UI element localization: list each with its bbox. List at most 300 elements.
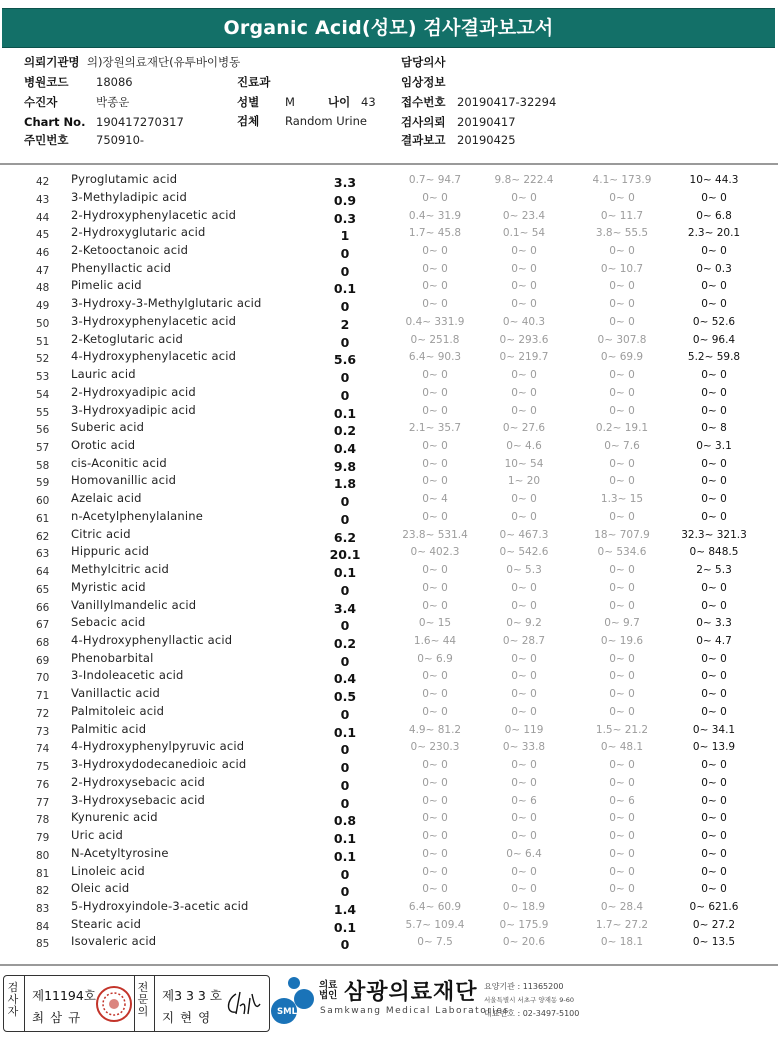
reference-range-2: 0~ 9.2 [506, 617, 542, 630]
reference-range-2: 0~ 33.8 [502, 741, 546, 754]
reference-range-1: 0~ 0 [422, 564, 448, 577]
row-number: 71 [36, 690, 50, 703]
resident-no-value: 750910- [96, 133, 145, 147]
reference-range-1: 0~ 0 [422, 369, 448, 381]
reference-range-2: 0~ 175.9 [499, 918, 549, 931]
result-value: 0.1 [333, 919, 357, 935]
analyte-name: Uric acid [71, 828, 123, 842]
reference-range-4: 0~ 0 [701, 759, 727, 772]
reference-range-4: 0~ 0 [701, 705, 727, 718]
row-number: 69 [36, 654, 50, 667]
analyte-name: Phenyllactic acid [71, 260, 172, 275]
org-phone: 대표번호 : 02-3497-5100 [484, 1009, 580, 1018]
table-row [0, 420, 778, 438]
row-number: 74 [36, 743, 50, 756]
signature-divider [24, 976, 25, 1031]
result-value: 0 [340, 742, 350, 758]
reference-range-3: 0~ 48.1 [600, 741, 644, 754]
table-row [0, 598, 778, 616]
reference-range-4: 0~ 0 [701, 794, 727, 807]
reference-range-3: 0~ 7.6 [604, 439, 640, 452]
row-number: 64 [36, 566, 50, 579]
reference-range-2: 0~ 293.6 [499, 333, 549, 346]
resident-no-row: 주민번호 750910- [24, 133, 145, 147]
result-value: 3.4 [333, 600, 357, 616]
reference-range-1: 2.1~ 35.7 [408, 422, 462, 435]
table-row [0, 473, 778, 491]
row-number: 53 [36, 371, 50, 383]
result-value: 0.1 [333, 281, 357, 297]
reference-range-3: 0~ 0 [609, 776, 635, 789]
table-row [0, 243, 778, 261]
table-row [0, 544, 778, 562]
reference-range-3: 0~ 0 [609, 510, 635, 523]
reference-range-2: 0~ 0 [511, 369, 537, 381]
specialist-name: 지 현 영 [162, 1010, 212, 1025]
reference-range-1: 0~ 0 [422, 794, 448, 807]
analyte-name: Isovaleric acid [71, 934, 157, 949]
reference-range-1: 0~ 0 [422, 457, 448, 470]
reference-range-1: 1.6~ 44 [413, 635, 457, 647]
result-value: 0 [340, 795, 350, 811]
row-number: 50 [36, 317, 50, 330]
reference-range-4: 0~ 13.9 [692, 741, 736, 754]
reference-range-2: 0~ 20.6 [502, 936, 546, 949]
table-row [0, 367, 778, 385]
row-number: 65 [36, 583, 50, 596]
result-value: 0 [340, 760, 350, 776]
reference-range-4: 0~ 0 [701, 191, 727, 204]
table-row [0, 828, 778, 846]
handwritten-signature [222, 984, 262, 1022]
table-row [0, 722, 778, 740]
row-number: 59 [36, 477, 50, 490]
analyte-name: 4-Hydroxyphenylpyruvic acid [71, 739, 245, 754]
reference-range-4: 0~ 0 [701, 652, 727, 665]
result-value: 0 [340, 494, 350, 510]
specialist-license: 제3 3 3 호 [162, 988, 222, 1003]
result-value: 5.6 [333, 352, 357, 368]
reference-range-1: 0~ 0 [422, 581, 448, 594]
result-value: 0.4 [333, 671, 357, 687]
reference-range-2: 0~ 27.6 [502, 422, 546, 435]
row-number: 55 [36, 406, 50, 419]
result-value: 20.1 [329, 547, 361, 563]
result-value: 0.1 [333, 724, 357, 740]
row-number: 78 [36, 814, 50, 827]
reference-range-2: 0.1~ 54 [502, 227, 546, 240]
analyte-name: 4-Hydroxyphenylacetic acid [71, 349, 237, 364]
reference-range-3: 0~ 0 [609, 191, 635, 204]
reference-range-3: 0~ 9.7 [604, 617, 640, 630]
row-number: 56 [36, 424, 50, 437]
reference-range-4: 0~ 6.8 [696, 209, 732, 222]
row-number: 60 [36, 495, 50, 508]
reference-range-3: 0~ 0 [609, 599, 635, 612]
result-value: 6.2 [333, 529, 357, 545]
reference-range-1: 0~ 0 [422, 510, 448, 523]
table-row [0, 934, 778, 952]
row-number: 79 [36, 832, 50, 844]
reference-range-4: 2~ 5.3 [696, 564, 732, 577]
reference-range-3: 0~ 0 [609, 475, 635, 488]
analyte-name: Oleic acid [71, 881, 130, 896]
row-number: 45 [36, 229, 50, 242]
reference-range-1: 0~ 251.8 [410, 333, 460, 346]
reference-range-1: 0.7~ 94.7 [408, 174, 462, 186]
reference-range-3: 0~ 0 [609, 315, 635, 328]
row-number: 82 [36, 885, 50, 898]
reference-range-3: 0~ 0 [609, 759, 635, 772]
table-row [0, 562, 778, 580]
reference-range-2: 0~ 0 [511, 812, 537, 825]
reference-range-1: 0~ 0 [422, 670, 448, 683]
reference-range-3: 0~ 0 [609, 847, 635, 860]
reference-range-2: 0~ 0 [511, 493, 537, 506]
hospital-code-value: 18086 [96, 75, 133, 89]
reference-range-3: 3.8~ 55.5 [595, 227, 649, 240]
analyte-name: 3-Indoleacetic acid [71, 668, 184, 683]
reference-range-4: 0~ 4.7 [696, 635, 732, 647]
reference-range-1: 1.7~ 45.8 [408, 227, 462, 240]
table-row [0, 278, 778, 296]
department-row: 진료과 [237, 75, 271, 89]
reference-range-4: 0~ 0 [701, 812, 727, 825]
reference-range-3: 0~ 10.7 [600, 262, 644, 275]
reference-range-3: 0~ 0 [609, 883, 635, 896]
reference-range-4: 0~ 0 [701, 244, 727, 257]
reference-range-1: 0~ 7.5 [417, 936, 453, 949]
row-number: 83 [36, 902, 50, 915]
row-number: 68 [36, 637, 50, 649]
reference-range-3: 0~ 0 [609, 404, 635, 417]
row-number: 44 [36, 211, 50, 224]
reference-range-2: 0~ 0 [511, 688, 537, 701]
row-number: 51 [36, 335, 50, 348]
result-value: 0.2 [333, 423, 357, 439]
result-value: 0 [340, 299, 350, 315]
result-value: 0 [340, 777, 350, 793]
table-row [0, 509, 778, 527]
table-row [0, 208, 778, 226]
examiner-label: 검사자 [7, 981, 19, 1018]
reference-range-3: 0~ 307.8 [597, 333, 647, 346]
analyte-name: Phenobarbital [71, 650, 154, 665]
specimen-row: 검체 Random Urine [237, 114, 367, 128]
reference-range-2: 0~ 40.3 [502, 315, 546, 328]
footer-divider [0, 964, 778, 966]
reference-range-3: 0~ 0 [609, 652, 635, 665]
reference-range-1: 0~ 0 [422, 244, 448, 257]
result-value: 0 [340, 866, 350, 882]
reference-range-4: 0~ 0 [701, 386, 727, 399]
reference-range-4: 0~ 0 [701, 776, 727, 789]
analyte-name: 3-Hydroxy-3-Methylglutaric acid [71, 296, 262, 311]
reference-range-2: 0~ 542.6 [499, 546, 549, 559]
reference-range-1: 0~ 0 [422, 759, 448, 772]
result-value: 0.5 [333, 689, 357, 705]
table-row [0, 651, 778, 669]
logo-text: SML [277, 1007, 297, 1017]
table-row [0, 580, 778, 598]
reference-range-4: 0~ 0 [701, 670, 727, 683]
row-number: 76 [36, 778, 50, 791]
analyte-name: 2-Ketooctanoic acid [71, 242, 189, 257]
sex-value: M [285, 95, 295, 109]
reference-range-2: 0~ 0 [511, 581, 537, 594]
analyte-name: 3-Hydroxyadipic acid [71, 402, 196, 417]
reference-range-1: 0~ 0 [422, 599, 448, 612]
reference-range-3: 4.1~ 173.9 [592, 174, 652, 186]
result-value: 0.1 [333, 848, 357, 864]
seal-stamp [94, 984, 134, 1024]
examiner-name: 최 삼 규 [32, 1010, 82, 1025]
table-row [0, 403, 778, 421]
table-row [0, 438, 778, 456]
reference-range-1: 0~ 6.9 [417, 652, 453, 665]
row-number: 72 [36, 707, 50, 720]
result-value: 0.2 [333, 636, 357, 651]
result-value: 0 [340, 884, 350, 900]
result-value: 0 [340, 511, 350, 527]
reference-range-3: 0~ 0 [609, 386, 635, 399]
result-value: 0 [340, 245, 350, 261]
table-row [0, 633, 778, 651]
reference-range-4: 0~ 27.2 [692, 918, 736, 931]
row-number: 48 [36, 282, 50, 295]
reference-range-4: 0~ 0 [701, 883, 727, 896]
analyte-name: Palmitic acid [71, 721, 147, 736]
row-number: 43 [36, 193, 50, 206]
analyte-name: Linoleic acid [71, 863, 145, 878]
org-code: 요양기관 : 11365200 [484, 982, 564, 991]
reference-range-3: 0~ 0 [609, 865, 635, 878]
table-row [0, 527, 778, 545]
reference-range-3: 0~ 18.1 [600, 936, 644, 949]
reference-range-4: 0~ 0 [701, 280, 727, 293]
table-row [0, 456, 778, 474]
reference-range-1: 0~ 0 [422, 688, 448, 701]
row-number: 47 [36, 264, 50, 277]
reference-range-2: 0~ 0 [511, 298, 537, 311]
reference-range-4: 0~ 0 [701, 510, 727, 523]
table-row [0, 704, 778, 722]
table-row [0, 615, 778, 633]
reference-range-2: 0~ 23.4 [502, 209, 546, 222]
reference-range-2: 0~ 4.6 [506, 439, 542, 452]
table-row [0, 775, 778, 793]
result-value: 0.1 [333, 831, 357, 846]
row-number: 75 [36, 761, 50, 774]
sml-logo-icon [270, 975, 318, 1027]
reference-range-1: 0~ 0 [422, 776, 448, 789]
result-value: 0.3 [333, 210, 357, 226]
reference-range-1: 23.8~ 531.4 [402, 528, 468, 541]
table-row [0, 864, 778, 882]
reference-range-4: 0~ 0 [701, 688, 727, 701]
signature-divider [134, 976, 135, 1031]
receipt-no-value: 20190417-32294 [457, 95, 557, 109]
analyte-name: Sebacic acid [71, 615, 146, 630]
result-value: 0.4 [333, 440, 357, 456]
result-value: 0 [340, 370, 350, 385]
analyte-name: Lauric acid [71, 367, 136, 381]
institution-row: 의뢰기관명 의)장원의료재단(유투바이병동 [24, 55, 241, 69]
result-value: 0 [340, 334, 350, 350]
table-row [0, 881, 778, 899]
row-number: 84 [36, 920, 50, 933]
reference-range-1: 4.9~ 81.2 [408, 723, 462, 736]
result-value: 9.8 [333, 458, 357, 474]
reference-range-3: 0~ 11.7 [600, 209, 644, 222]
analyte-name: 2-Ketoglutaric acid [71, 331, 183, 346]
table-row [0, 225, 778, 243]
reference-range-1: 0~ 0 [422, 847, 448, 860]
row-number: 63 [36, 548, 50, 561]
reference-range-4: 0~ 8 [701, 422, 727, 435]
table-row [0, 261, 778, 279]
row-number: 73 [36, 725, 50, 738]
reference-range-3: 0~ 6 [609, 794, 635, 807]
receipt-no-row: 접수번호 20190417-32294 [401, 95, 557, 109]
reference-range-3: 0~ 0 [609, 457, 635, 470]
table-row [0, 686, 778, 704]
reference-range-3: 0~ 0 [609, 688, 635, 701]
reference-range-1: 0.4~ 331.9 [405, 315, 465, 328]
reference-range-1: 0~ 402.3 [410, 546, 460, 559]
reference-range-2: 0~ 0 [511, 883, 537, 896]
analyte-name: Citric acid [71, 526, 131, 541]
org-name-en: Samkwang Medical Laboratories [320, 1006, 510, 1016]
reference-range-1: 0~ 0 [422, 280, 448, 293]
result-value: 0 [340, 706, 350, 722]
reference-range-1: 0.4~ 31.9 [408, 209, 462, 222]
reference-range-3: 0~ 19.6 [600, 635, 644, 647]
row-number: 52 [36, 353, 50, 366]
row-number: 58 [36, 459, 50, 472]
chart-no-row: Chart No. 190417270317 [24, 115, 184, 129]
analyte-name: Hippuric acid [71, 544, 150, 559]
row-number: 77 [36, 796, 50, 809]
reference-range-2: 0~ 0 [511, 510, 537, 523]
result-value: 0 [340, 618, 350, 634]
examinee-row: 수진자 박종운 [24, 95, 130, 109]
row-number: 80 [36, 849, 50, 862]
reference-range-4: 0~ 0.3 [696, 262, 732, 275]
reference-range-3: 0~ 534.6 [597, 546, 647, 559]
table-row [0, 668, 778, 686]
result-value: 1.8 [333, 476, 357, 492]
reference-range-3: 1.3~ 15 [600, 493, 644, 506]
reference-range-4: 0~ 0 [701, 847, 727, 860]
reference-range-1: 0~ 4 [422, 493, 448, 506]
reference-range-2: 0~ 0 [511, 386, 537, 399]
row-number: 42 [36, 176, 50, 188]
reference-range-2: 0~ 6 [511, 794, 537, 807]
table-row [0, 846, 778, 864]
header-divider [0, 163, 778, 165]
reference-range-3: 0~ 28.4 [600, 900, 644, 913]
table-row [0, 810, 778, 828]
result-value: 0.1 [333, 405, 357, 421]
reference-range-2: 0~ 0 [511, 670, 537, 683]
row-number: 49 [36, 300, 50, 313]
reference-range-4: 0~ 96.4 [692, 333, 736, 346]
analyte-name: cis-Aconitic acid [71, 455, 167, 470]
analyte-name: 3-Methyladipic acid [71, 189, 187, 204]
table-row [0, 899, 778, 917]
report-date-row: 결과보고 20190425 [401, 133, 516, 147]
reference-range-4: 5.2~ 59.8 [687, 351, 741, 364]
reference-range-1: 0~ 0 [422, 298, 448, 311]
result-value: 0 [340, 582, 350, 598]
reference-range-1: 5.7~ 109.4 [405, 918, 465, 931]
table-row [0, 917, 778, 935]
reference-range-2: 0~ 0 [511, 865, 537, 878]
analyte-name: Suberic acid [71, 420, 145, 435]
table-row [0, 190, 778, 208]
reference-range-4: 0~ 3.1 [696, 439, 732, 452]
analyte-name: Vanillactic acid [71, 686, 161, 701]
reference-range-2: 0~ 28.7 [502, 635, 546, 647]
reference-range-4: 0~ 848.5 [689, 546, 739, 559]
analyte-name: 5-Hydroxyindole-3-acetic acid [71, 898, 249, 913]
result-value: 2 [340, 316, 350, 332]
reference-range-3: 0~ 0 [609, 830, 635, 842]
reference-range-1: 0~ 0 [422, 386, 448, 399]
result-value: 0.9 [333, 192, 357, 208]
row-number: 62 [36, 530, 50, 543]
reference-range-3: 18~ 707.9 [594, 528, 650, 541]
table-row [0, 332, 778, 350]
specialist-label: 전문의 [137, 981, 149, 1018]
reference-range-2: 0~ 0 [511, 191, 537, 204]
analyte-name: Pimelic acid [71, 278, 142, 293]
reference-range-1: 0~ 0 [422, 865, 448, 878]
signature-box [3, 975, 270, 1032]
chart-no-value: 190417270317 [96, 115, 184, 129]
analyte-name: 3-Hydroxysebacic acid [71, 792, 205, 807]
analyte-name: 2-Hydroxyglutaric acid [71, 225, 206, 240]
analyte-name: Stearic acid [71, 916, 142, 931]
result-value: 0 [340, 387, 350, 403]
reference-range-2: 0~ 6.4 [506, 847, 542, 860]
doctor-row: 담당의사 [401, 55, 446, 69]
reference-range-3: 1.7~ 27.2 [595, 918, 649, 931]
reference-range-2: 0~ 5.3 [506, 564, 542, 577]
reference-range-3: 0~ 0 [609, 581, 635, 594]
reference-range-1: 0~ 0 [422, 262, 448, 275]
reference-range-4: 0~ 0 [701, 369, 727, 381]
row-number: 61 [36, 512, 50, 525]
analyte-name: Homovanillic acid [71, 473, 177, 488]
reference-range-4: 0~ 13.5 [692, 936, 736, 949]
reference-range-3: 0~ 0 [609, 705, 635, 718]
reference-range-1: 0~ 0 [422, 705, 448, 718]
reference-range-3: 0.2~ 19.1 [595, 422, 649, 435]
report-title-bar [2, 8, 775, 48]
reference-range-1: 6.4~ 60.9 [408, 900, 462, 913]
reference-range-2: 0~ 0 [511, 759, 537, 772]
reference-range-1: 0~ 0 [422, 439, 448, 452]
row-number: 66 [36, 601, 50, 614]
result-value: 0 [340, 653, 350, 669]
analyte-name: Kynurenic acid [71, 810, 158, 825]
table-row [0, 385, 778, 403]
reference-range-1: 0~ 0 [422, 475, 448, 488]
analyte-name: 2-Hydroxyphenylacetic acid [71, 207, 237, 222]
reference-range-4: 0~ 0 [701, 493, 727, 506]
